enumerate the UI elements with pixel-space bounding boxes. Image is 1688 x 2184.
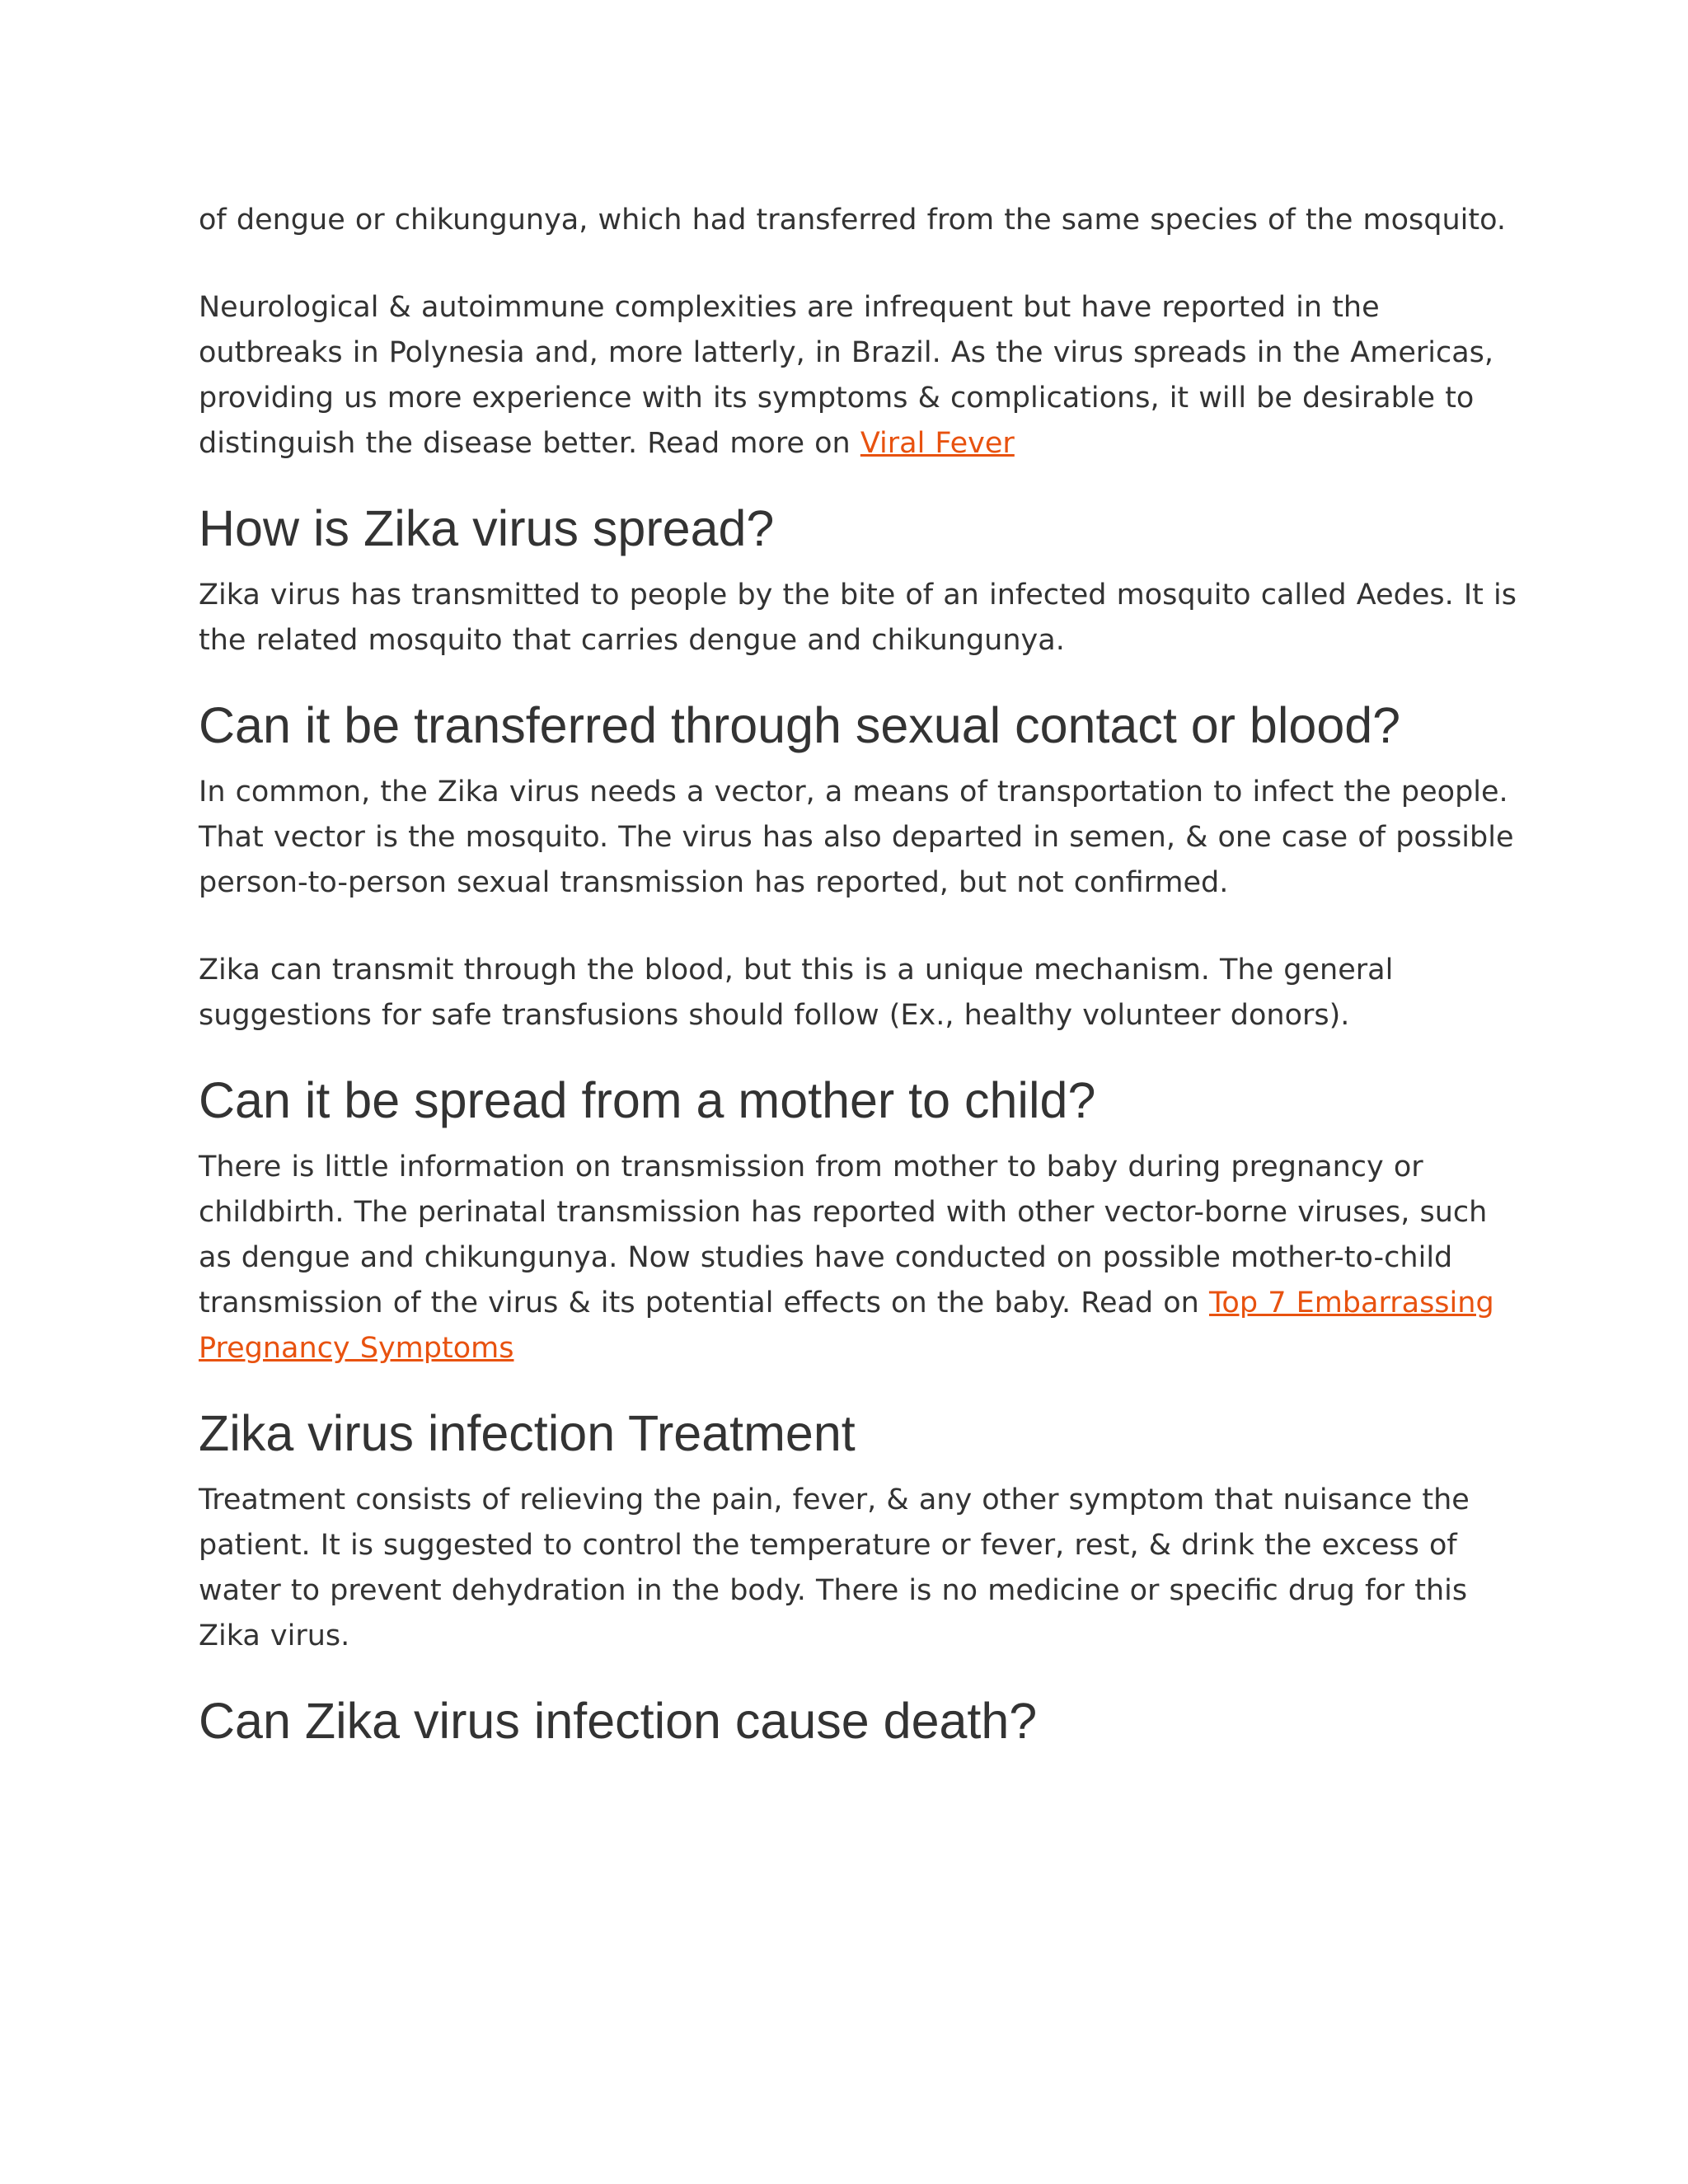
paragraph-neurological-text: Neurological & autoimmune complexities are infrequent but have reported in the outbreaks in Polynesia and, more latterly, in Brazil. As the virus spreads in the Americas, providing us more experience with its symptoms & complications, it will be desirable to distinguish the disease better. Read more on (199, 291, 1494, 460)
viral-fever-link[interactable]: Viral Fever (860, 427, 1015, 460)
heading-treatment: Zika virus infection Treatment (199, 1405, 856, 1461)
heading-how-spread: How is Zika virus spread? (199, 500, 775, 556)
heading-sexual-contact-blood: Can it be transferred through sexual contact or blood? (199, 697, 1401, 753)
heading-mother-to-child: Can it be spread from a mother to child? (199, 1072, 1096, 1128)
paragraph-blood-transmission: Zika can transmit through the blood, but this is a unique mechanism. The general suggestions for safe transfusions should follow (Ex., healthy volunteer donors). (199, 954, 1394, 1032)
paragraph-mother-to-child-text: There is little information on transmission from mother to baby during pregnancy or childbirth. The perinatal transmission has reported with other vector-borne viruses, such as dengue and chikungunya. Now studies have conducted on possible mother-to-child transmission of the virus & its potential effects on the baby. Read on (199, 1151, 1488, 1319)
paragraph-vector: In common, the Zika virus needs a vector, a means of transportation to infect the people. That vector is the mosquito. The virus has also departed in semen, & one case of possible person-to-person sexual transmission has reported, but not confirmed. (199, 776, 1514, 899)
paragraph-neurological (199, 285, 1517, 466)
paragraph-mother-to-child (199, 1145, 1517, 1371)
paragraph-dengue-continuation: of dengue or chikungunya, which had transferred from the same species of the mosquito. (199, 204, 1507, 237)
pregnancy-symptoms-link[interactable]: Top 7 Embarrassing Pregnancy Symptoms (199, 1286, 1494, 1365)
paragraph-how-spread: Zika virus has transmitted to people by the bite of an infected mosquito called Aedes. It is the related mosquito that carries dengue and chikungunya. (199, 579, 1517, 657)
paragraph-treatment: Treatment consists of relieving the pain, fever, & any other symptom that nuisance the patient. It is suggested to control the temperature or fever, rest, & drink the excess of water to prevent dehydration in the body. There is no medicine or specific drug for this Zika virus. (199, 1483, 1470, 1652)
heading-cause-death: Can Zika virus infection cause death? (199, 1693, 1038, 1749)
article-body (199, 198, 1517, 1765)
